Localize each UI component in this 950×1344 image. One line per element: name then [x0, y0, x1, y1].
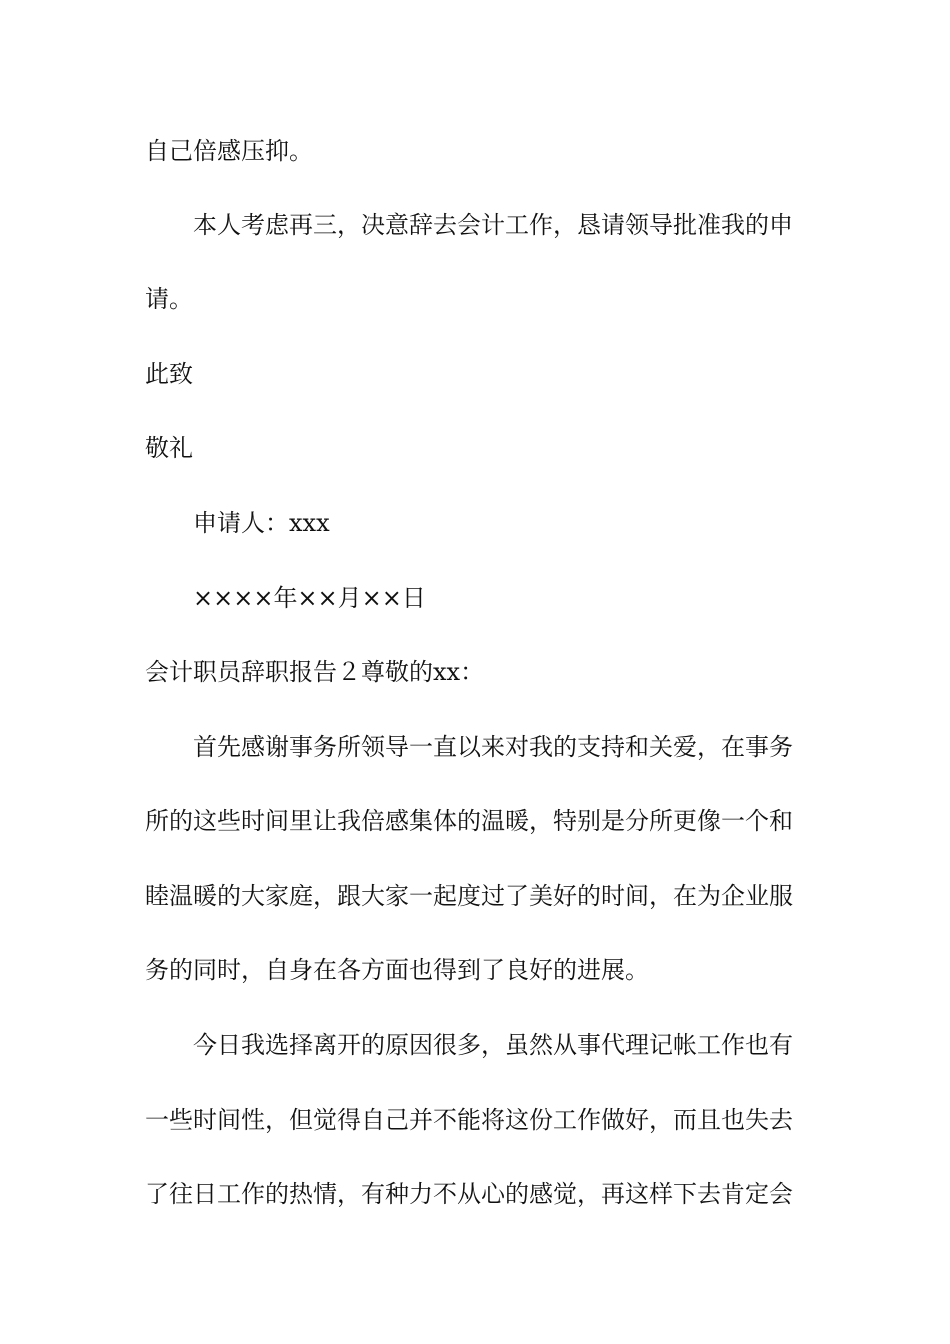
date-line: ××××年××月××日	[193, 584, 426, 612]
closing-regards: 敬礼	[145, 434, 193, 462]
text-line: 首先感谢事务所领导一直以来对我的支持和关爱，在事务	[193, 733, 793, 761]
text-line: 请。	[145, 285, 193, 313]
text-line: 一些时间性，但觉得自己并不能将这份工作做好，而且也失去	[145, 1106, 793, 1134]
text-line: 了往日工作的热情，有种力不从心的感觉，再这样下去肯定会	[145, 1180, 793, 1208]
text-line: 务的同时，自身在各方面也得到了良好的进展。	[145, 956, 649, 984]
text-line: 所的这些时间里让我倍感集体的温暖，特别是分所更像一个和	[145, 807, 793, 835]
section-heading: 会计职员辞职报告２尊敬的xx：	[145, 658, 485, 686]
text-line: 本人考虑再三，决意辞去会计工作，恳请领导批准我的申	[193, 211, 793, 239]
text-line: 今日我选择离开的原因很多，虽然从事代理记帐工作也有	[193, 1031, 793, 1059]
text-line: 睦温暖的大家庭，跟大家一起度过了美好的时间，在为企业服	[145, 882, 793, 910]
closing-salutation: 此致	[145, 360, 193, 388]
text-line: 自己倍感压抑。	[145, 137, 313, 165]
applicant-signature: 申请人：xxx	[193, 509, 330, 537]
